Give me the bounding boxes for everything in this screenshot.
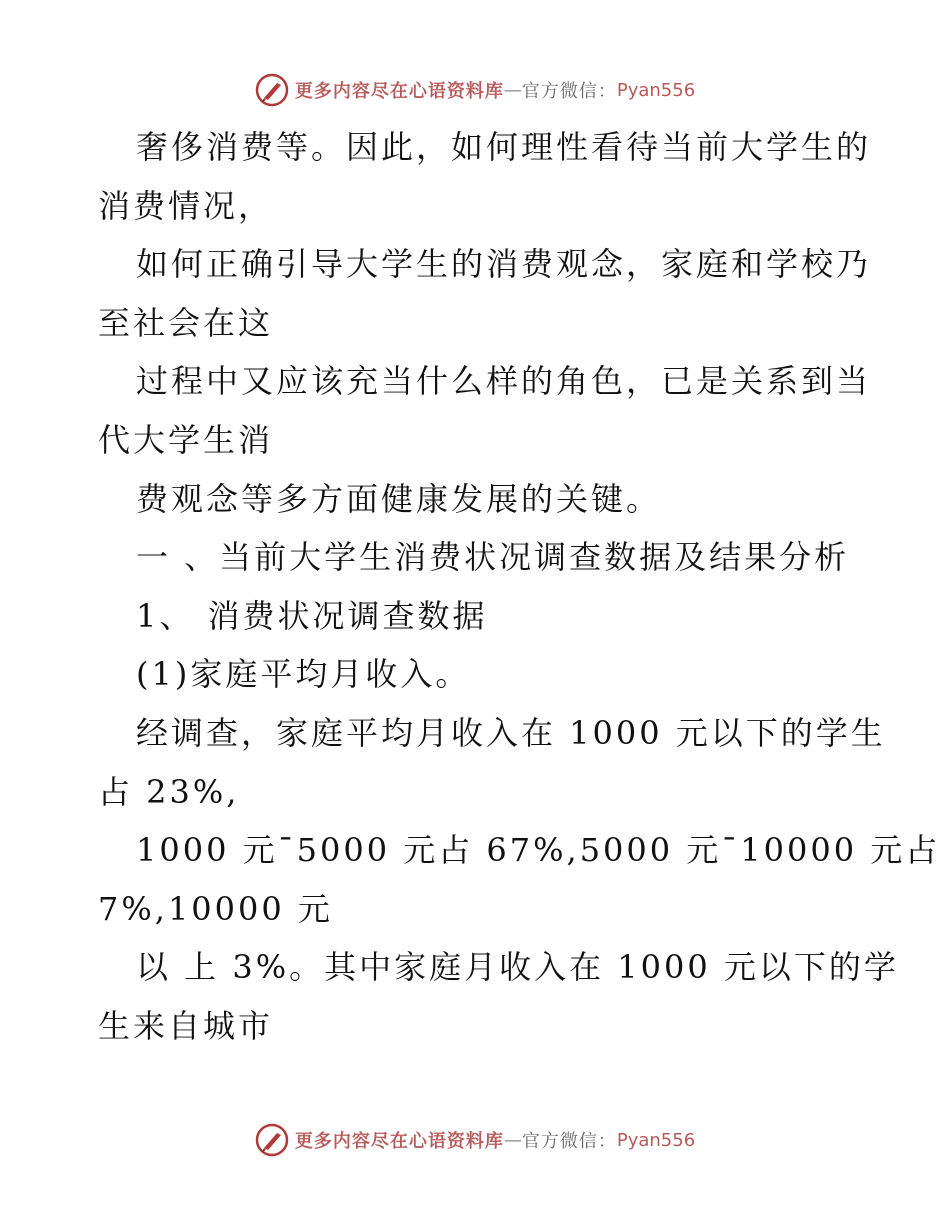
subsection-heading: 1、 消费状况调查数据 — [136, 596, 488, 635]
body-line: 过程中又应该充当什么样的角色，已是关系到当 — [136, 362, 872, 401]
section-heading: 一 、当前大学生消费状况调查数据及结果分析 — [136, 538, 850, 577]
body-line: 费观念等多方面健康发展的关键。 — [136, 479, 662, 518]
body-line: 如何正确引导大学生的消费观念，家庭和学校乃 — [136, 245, 872, 284]
body-line: 生来自城市 — [98, 1006, 274, 1045]
body-line: 消费情况， — [98, 186, 274, 225]
footer-watermark — [0, 1120, 950, 1160]
item-heading: (1)家庭平均月收入。 — [136, 655, 471, 694]
watermark-wechat-label: 官方微信： — [521, 81, 617, 102]
body-line: 经调查，家庭平均月收入在 1000 元以下的学生 — [136, 713, 886, 752]
body-line: 代大学生消 — [98, 420, 274, 459]
watermark-wechat-id: Pyan556 — [616, 1129, 696, 1151]
body-line: 至社会在这 — [98, 303, 274, 342]
quill-logo-icon — [255, 73, 289, 107]
watermark-wechat-label: 官方微信： — [521, 1131, 617, 1152]
body-line: 奢侈消费等。因此，如何理性看待当前大学生的 — [136, 128, 872, 166]
quill-logo-icon — [255, 1123, 289, 1157]
watermark-separator: — — [503, 1129, 522, 1151]
document-body — [98, 118, 941, 1056]
watermark-title: 更多内容尽在心语资料库 — [294, 81, 504, 102]
body-line: 占 23%, — [98, 772, 240, 811]
body-line: 1000 元¯5000 元占 67%,5000 元¯10000 元占 — [136, 831, 941, 870]
watermark-separator: — — [503, 79, 522, 101]
watermark-title: 更多内容尽在心语资料库 — [294, 1131, 504, 1152]
body-line: 7%,10000 元 — [98, 889, 333, 928]
header-watermark — [0, 70, 950, 110]
body-line: 以 上 3%。其中家庭月收入在 1000 元以下的学 — [136, 948, 899, 987]
watermark-wechat-id: Pyan556 — [616, 79, 696, 101]
